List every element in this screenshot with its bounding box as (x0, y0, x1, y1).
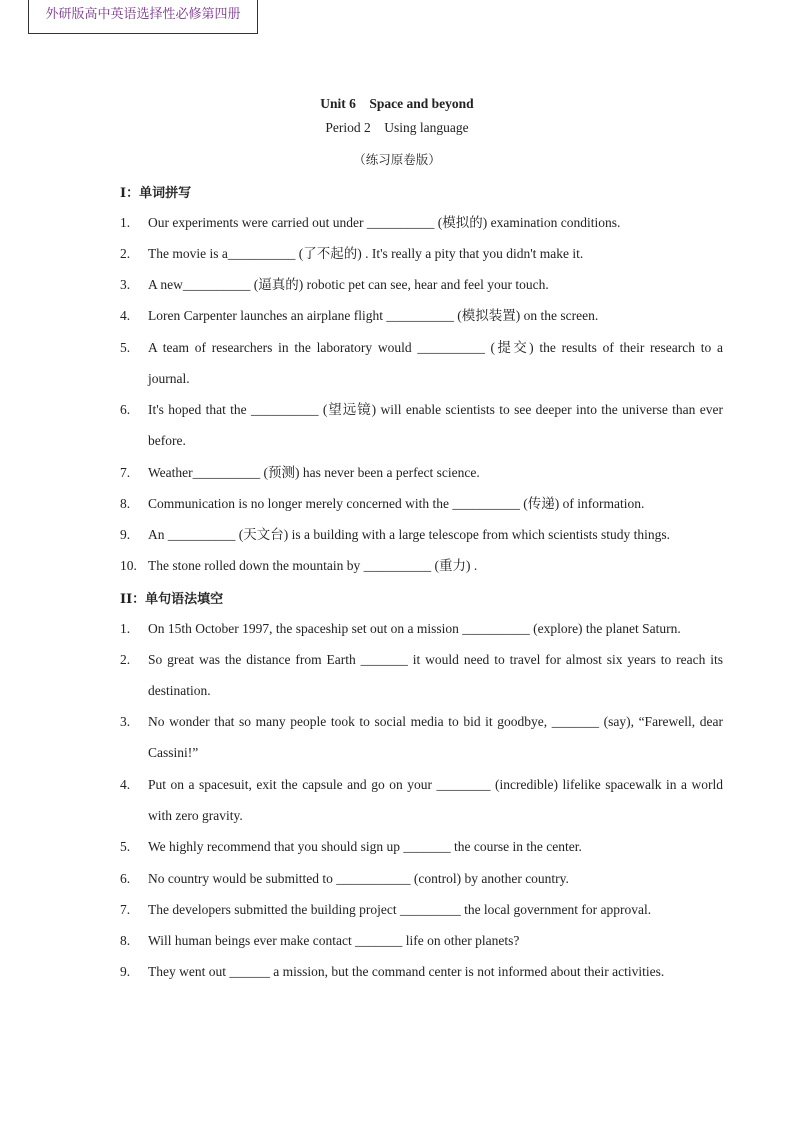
list-item (120, 488, 723, 519)
item-number: 9. (120, 527, 131, 542)
list-item (120, 863, 723, 894)
list-item (120, 925, 723, 956)
list-item (120, 332, 723, 394)
list-item (120, 394, 723, 456)
item-text: The movie is a__________ (了不起的) . It's really a pity that you didn't make it. (148, 246, 584, 261)
unit-title: Unit 6 Space and beyond (320, 96, 474, 111)
item-number: 2. (120, 652, 131, 667)
item-text: Put on a spacesuit, exit the capsule and go on your ________ (incredible) lifelike spacewalk in a world with zero gravity. (148, 777, 723, 823)
item-text: It's hoped that the __________ (望远镜) will enable scientists to see deeper into the universe than ever before. (148, 402, 723, 448)
item-text: Our experiments were carried out under __________ (模拟的) examination conditions. (148, 215, 621, 230)
item-text: Loren Carpenter launches an airplane flight __________ (模拟装置) on the screen. (148, 308, 599, 323)
list-item (120, 613, 723, 644)
item-number: 5. (120, 340, 131, 355)
item-text: A new__________ (逼真的) robotic pet can see, hear and feel your touch. (148, 277, 549, 292)
item-number: 3. (120, 714, 131, 729)
item-number: 1. (120, 215, 131, 230)
item-text: No country would be submitted to ___________ (control) by another country. (148, 871, 569, 886)
item-number: 7. (120, 465, 131, 480)
item-number: 4. (120, 777, 131, 792)
item-number: 5. (120, 839, 131, 854)
item-text: A team of researchers in the laboratory would __________ (提交) the results of their research to a journal. (148, 340, 723, 386)
list-item (120, 269, 723, 300)
item-number: 10. (120, 558, 137, 573)
section-heading-spelling: I：单词拼写 (120, 186, 192, 201)
item-text: Will human beings ever make contact _______ life on other planets? (148, 933, 520, 948)
list-item (120, 769, 723, 831)
item-number: 4. (120, 308, 131, 323)
period-subtitle: Period 2 Using language (325, 120, 469, 135)
item-number: 2. (120, 246, 131, 261)
list-item (120, 831, 723, 862)
version-label: （练习原卷版） (353, 152, 441, 167)
item-text: On 15th October 1997, the spaceship set out on a mission __________ (explore) the planet Saturn. (148, 621, 681, 636)
item-number: 6. (120, 871, 131, 886)
item-number: 6. (120, 402, 131, 417)
list-item (120, 519, 723, 550)
item-text: The stone rolled down the mountain by __________ (重力) . (148, 558, 478, 573)
item-text: The developers submitted the building project _________ the local government for approval. (148, 902, 652, 917)
list-item (120, 207, 723, 238)
item-number: 1. (120, 621, 131, 636)
item-text: They went out ______ a mission, but the command center is not informed about their activities. (148, 964, 665, 979)
list-item (120, 550, 723, 581)
list-item (120, 238, 723, 269)
section-heading-grammar: II：单句语法填空 (120, 592, 224, 607)
list-item (120, 894, 723, 925)
list-item (120, 706, 723, 768)
item-number: 8. (120, 933, 131, 948)
item-text: An __________ (天文台) is a building with a large telescope from which scientists study things. (148, 527, 671, 542)
header-tag: 外研版高中英语选择性必修第四册 (28, 0, 258, 34)
list-item (120, 644, 723, 706)
list-item (120, 300, 723, 331)
list-item (120, 457, 723, 488)
item-text: No wonder that so many people took to social media to bid it goodbye, _______ (say), “Farewell, dear Cassini!” (148, 714, 723, 760)
item-number: 7. (120, 902, 131, 917)
list-item (120, 956, 723, 987)
item-text: We highly recommend that you should sign up _______ the course in the center. (148, 839, 582, 854)
item-number: 8. (120, 496, 131, 511)
item-text: So great was the distance from Earth _______ it would need to travel for almost six years to reach its destination. (148, 652, 723, 698)
item-text: Weather__________ (预测) has never been a perfect science. (148, 465, 480, 480)
item-number: 9. (120, 964, 131, 979)
item-text: Communication is no longer merely concerned with the __________ (传递) of information. (148, 496, 645, 511)
item-number: 3. (120, 277, 131, 292)
